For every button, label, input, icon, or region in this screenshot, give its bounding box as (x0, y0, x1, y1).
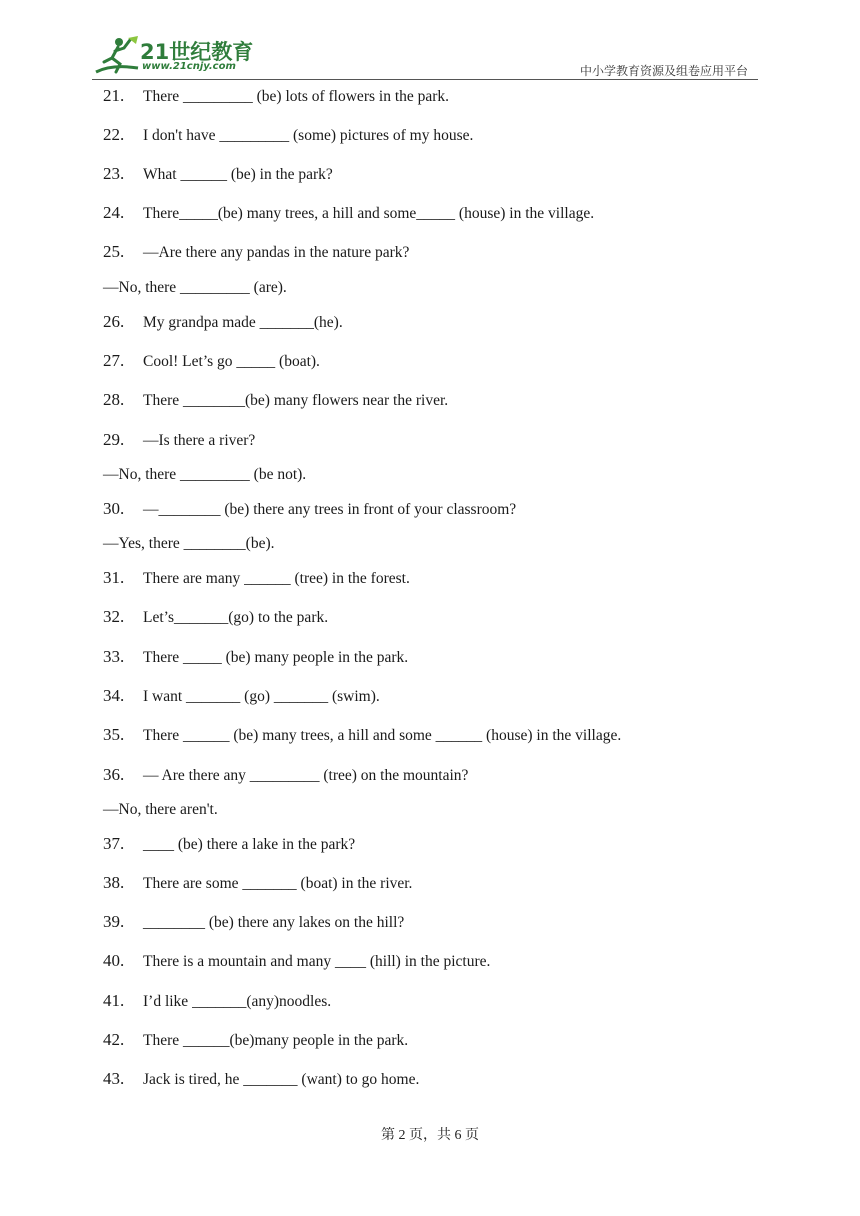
question-number: 24. (103, 203, 125, 222)
question-text: I’d like _______(any)noodles. (143, 993, 332, 1010)
question-text: There _________ (be) lots of flowers in the park. (143, 88, 450, 105)
question-item (103, 568, 410, 589)
logo-url: www.21cnjy.com (142, 61, 236, 72)
question-number: 40. (103, 951, 125, 970)
question-number: 35. (103, 725, 125, 744)
question-item (103, 125, 473, 146)
question-text: — Are there any _________ (tree) on the mountain? (143, 767, 469, 784)
question-number: 41. (103, 991, 125, 1010)
question-number: 30. (103, 499, 125, 518)
question-item (103, 912, 404, 933)
question-text: There_____(be) many trees, a hill and some_____ (house) in the village. (143, 205, 595, 222)
question-item (103, 607, 328, 628)
answer-line: —No, there aren't. (103, 801, 218, 818)
question-number: 22. (103, 125, 125, 144)
question-text: There are some _______ (boat) in the river. (143, 875, 413, 892)
platform-title: 中小学教育资源及组卷应用平台 (579, 64, 748, 78)
question-text: Let’s_______(go) to the park. (143, 609, 329, 626)
question-text: I want _______ (go) _______ (swim). (143, 688, 380, 705)
question-number: 39. (103, 912, 125, 931)
question-number: 27. (103, 351, 125, 370)
question-item (103, 1069, 419, 1090)
page-footer: 第 2 页，共 6 页 (381, 1128, 479, 1143)
question-item (103, 203, 594, 224)
logo (92, 34, 262, 78)
question-number: 28. (103, 390, 125, 409)
question-text: There ________(be) many flowers near the river. (143, 392, 449, 409)
runner-logo-icon (92, 34, 142, 78)
question-text: I don't have _________ (some) pictures of my house. (143, 127, 474, 144)
question-number: 38. (103, 873, 125, 892)
question-number: 26. (103, 312, 125, 331)
question-text: —________ (be) there any trees in front of your classroom? (143, 501, 517, 518)
question-number: 34. (103, 686, 125, 705)
question-number: 25. (103, 242, 125, 261)
question-item (103, 430, 255, 451)
question-text: Cool! Let’s go _____ (boat). (143, 353, 320, 370)
answer-line: —Yes, there ________(be). (103, 535, 275, 552)
question-item (103, 86, 449, 107)
question-item (103, 873, 412, 894)
logo-text: 21世纪教育 (140, 40, 254, 64)
page-header (0, 0, 860, 90)
question-text: My grandpa made _______(he). (143, 314, 343, 331)
question-text: ________ (be) there any lakes on the hill? (143, 914, 405, 931)
question-number: 43. (103, 1069, 125, 1088)
question-item (103, 765, 468, 786)
question-item (103, 686, 380, 707)
question-item (103, 951, 490, 972)
question-item (103, 242, 409, 263)
question-text: Jack is tired, he _______ (want) to go home. (143, 1071, 420, 1088)
question-text: There _____ (be) many people in the park. (143, 649, 409, 666)
question-number: 37. (103, 834, 125, 853)
question-number: 36. (103, 765, 125, 784)
question-number: 21. (103, 86, 125, 105)
question-item (103, 312, 343, 333)
question-item (103, 1030, 408, 1051)
question-text: ____ (be) there a lake in the park? (143, 836, 356, 853)
question-item (103, 390, 448, 411)
question-number: 42. (103, 1030, 125, 1049)
question-item (103, 725, 621, 746)
question-item (103, 164, 333, 185)
question-number: 33. (103, 647, 125, 666)
question-number: 29. (103, 430, 125, 449)
question-item (103, 499, 516, 520)
question-number: 31. (103, 568, 125, 587)
header-divider (92, 79, 758, 80)
question-text: —Are there any pandas in the nature park? (143, 244, 410, 261)
question-number: 32. (103, 607, 125, 626)
question-text: There is a mountain and many ____ (hill) in the picture. (143, 953, 491, 970)
question-text: What ______ (be) in the park? (143, 166, 333, 183)
question-item (103, 991, 331, 1012)
question-text: There ______ (be) many trees, a hill and some ______ (house) in the village. (143, 727, 622, 744)
question-item (103, 647, 408, 668)
question-item (103, 351, 320, 372)
question-text: —Is there a river? (143, 432, 256, 449)
question-text: There are many ______ (tree) in the forest. (143, 570, 410, 587)
question-item (103, 834, 355, 855)
question-text: There ______(be)many people in the park. (143, 1032, 409, 1049)
answer-line: —No, there _________ (be not). (103, 466, 307, 483)
answer-line: —No, there _________ (are). (103, 279, 287, 296)
question-number: 23. (103, 164, 125, 183)
